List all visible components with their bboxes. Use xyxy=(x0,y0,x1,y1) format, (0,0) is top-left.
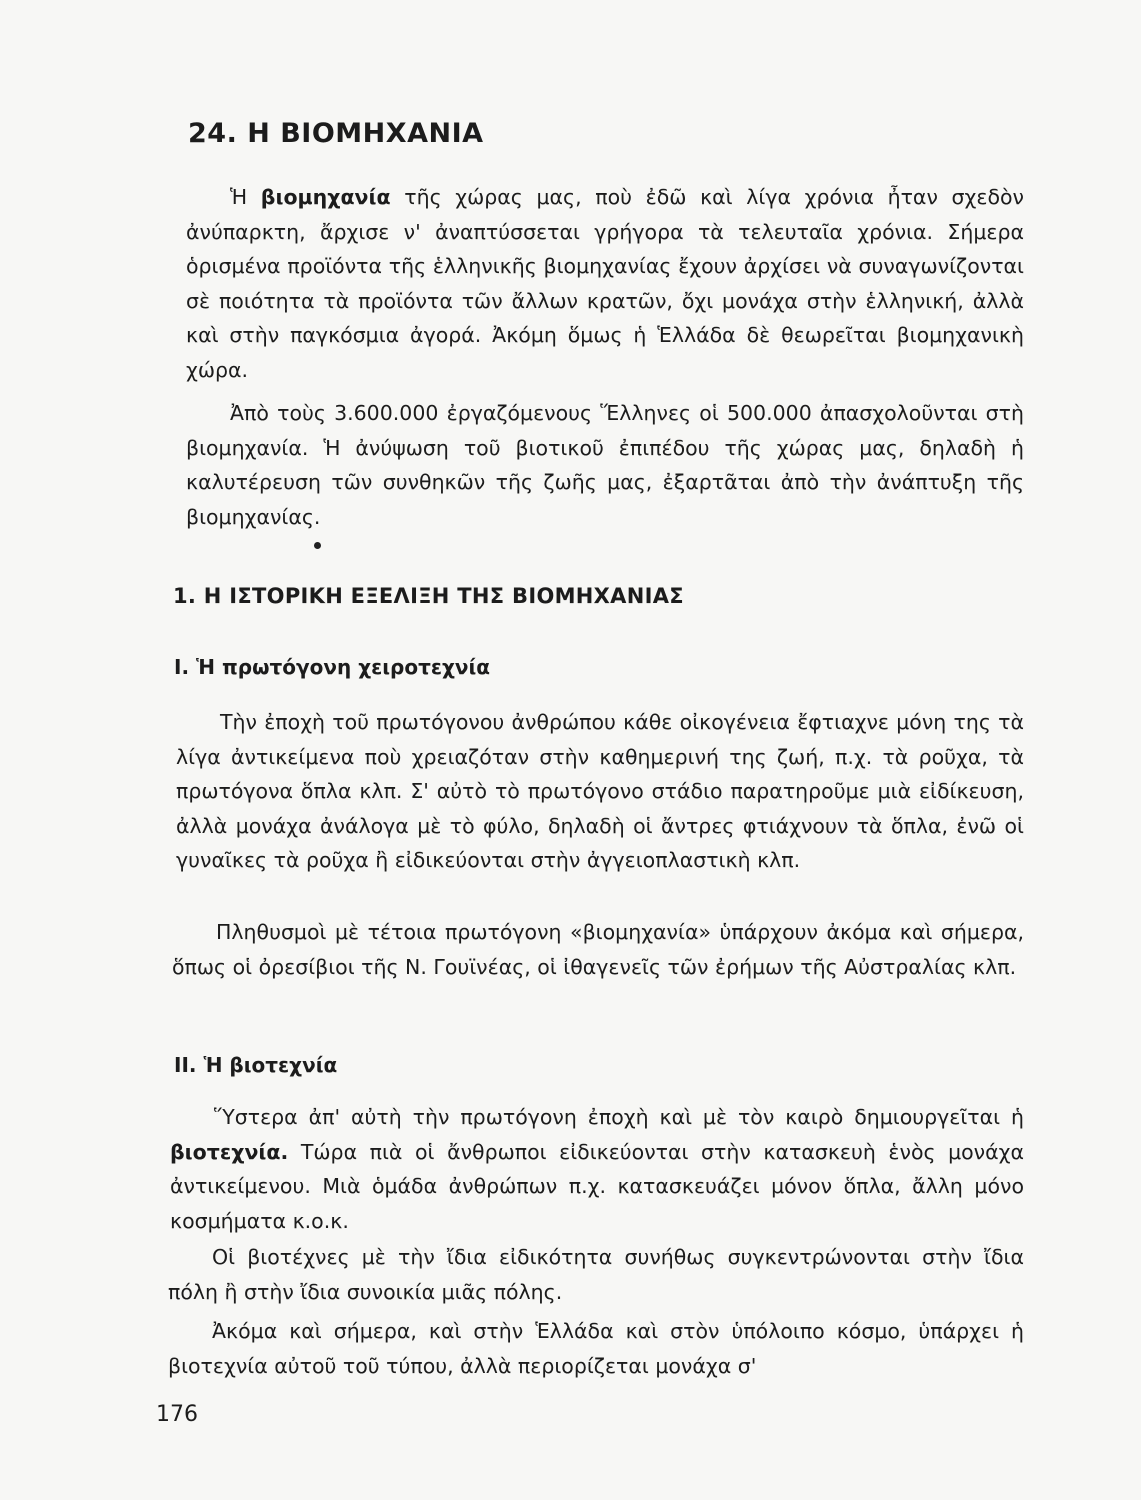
chapter-title: 24. Η ΒΙΟΜΗΧΑΝΙΑ xyxy=(188,118,484,149)
intro-paragraph-2 xyxy=(186,396,1024,534)
primitive-p2-text: Πληθυσμοὶ μὲ τέτοια πρωτόγονη «βιομηχανία» ὑπάρχουν ἀκόμα καὶ σήμερα, ὅπως οἱ ὀρεσίβιοι τῆς Ν. Γουϊνέας, οἱ ἰθαγενεῖς τῶν ἐρήμων τῆς Αὐστραλίας κλπ. xyxy=(172,920,1024,979)
craft-paragraph-3 xyxy=(168,1314,1024,1383)
intro-p1-bold-term: βιομηχανία xyxy=(260,185,391,209)
intro-paragraph-1 xyxy=(186,180,1024,387)
craft-paragraph-2 xyxy=(168,1240,1024,1309)
craft-p2-text: Οἱ βιοτέχνες μὲ τὴν ἴδια εἰδικότητα συνήθως συγκεντρώνονται στὴν ἴδια πόλη ἢ στὴν ἴδια συνοικία μιᾶς πόλης. xyxy=(168,1245,1024,1304)
craft-p1-post: Τώρα πιὰ οἱ ἄνθρωποι εἰδικεύονται στὴν κατασκευὴ ἑνὸς μονάχα ἀντικείμενου. Μιὰ ὁμάδα ἀνθρώπων π.χ. κατασκευάζει μόνον ὅπλα, ἄλλη μόνο κοσμήματα κ.ο.κ. xyxy=(170,1139,1024,1233)
subsection-title-craft-industry: II. Ἡ βιοτεχνία xyxy=(174,1053,338,1077)
stray-dot xyxy=(314,542,321,549)
section-title: 1. Η ΙΣΤΟΡΙΚΗ ΕΞΕΛΙΞΗ ΤΗΣ ΒΙΟΜΗΧΑΝΙΑΣ xyxy=(173,584,684,608)
primitive-p1-text: Τὴν ἐποχὴ τοῦ πρωτόγονου ἀνθρώπου κάθε οἰκογένεια ἔφτιαχνε μόνη της τὰ λίγα ἀντικείμενα ποὺ χρειαζόταν στὴν καθημερινή της ζωή, π.χ. τὰ ροῦχα, τὰ πρωτόγονα ὅπλα κλπ. Σ' αὐτὸ τὸ πρωτόγονο στάδιο παρατηροῦμε μιὰ εἰδίκευση, ἀλλὰ μονάχα ἀνάλογα μὲ τὸ φύλο, δηλαδὴ οἱ ἄντρες φτιάχνουν τὰ ὅπλα, ἐνῶ οἱ γυναῖκες τὰ ροῦχα ἢ εἰδικεύονται στὴν ἀγγειοπλαστικὴ κλπ. xyxy=(176,710,1024,872)
craft-p1-pre: Ὕστερα ἀπ' αὐτὴ τὴν πρωτόγονη ἐποχὴ καὶ μὲ τὸν καιρὸ δημιουργεῖται ἡ xyxy=(214,1105,1024,1129)
intro-p1-post: τῆς χώρας μας, ποὺ ἐδῶ καὶ λίγα χρόνια ἦταν σχεδὸν ἀνύπαρκτη, ἄρχισε ν' ἀναπτύσσεται γρήγορα τὰ τελευταῖα χρόνια. Σήμερα ὁρισμένα προϊόντα τῆς ἑλληνικῆς βιομηχανίας ἔχουν ἀρχίσει νὰ συναγωνίζονται σὲ ποιότητα τὰ προϊόντα τῶν ἄλλων κρατῶν, ὄχι μονάχα στὴν ἑλληνική, ἀλλὰ καὶ στὴν παγκόσμια ἀγορά. Ἀκόμη ὅμως ἡ Ἑλλάδα δὲ θεωρεῖται βιομηχανικὴ χώρα. xyxy=(186,185,1024,382)
intro-p1-pre: Ἡ xyxy=(230,185,261,209)
page-number: 176 xyxy=(156,1402,198,1427)
primitive-paragraph-2 xyxy=(172,915,1024,984)
craft-paragraph-1 xyxy=(170,1100,1024,1238)
craft-p3-text: Ἀκόμα καὶ σήμερα, καὶ στὴν Ἑλλάδα καὶ στὸν ὑπόλοιπο κόσμο, ὑπάρχει ἡ βιοτεχνία αὐτοῦ τοῦ τύπου, ἀλλὰ περιορίζεται μονάχα σ' xyxy=(168,1319,1024,1378)
primitive-paragraph-1 xyxy=(176,705,1024,878)
subsection-title-primitive-handicraft: I. Ἡ πρωτόγονη χειροτεχνία xyxy=(174,655,491,679)
craft-p1-bold-term: βιοτεχνία. xyxy=(170,1139,289,1164)
intro-p2-text: Ἀπὸ τοὺς 3.600.000 ἐργαζόμενους Ἕλληνες οἱ 500.000 ἀπασχολοῦνται στὴ βιομηχανία. Ἡ ἀνύψωση τοῦ βιοτικοῦ ἐπιπέδου τῆς χώρας μας, δηλαδὴ ἡ καλυτέρευση τῶν συνθηκῶν τῆς ζωῆς μας, ἐξαρτᾶται ἀπὸ τὴν ἀνάπτυξη τῆς βιομηχανίας. xyxy=(186,401,1024,529)
